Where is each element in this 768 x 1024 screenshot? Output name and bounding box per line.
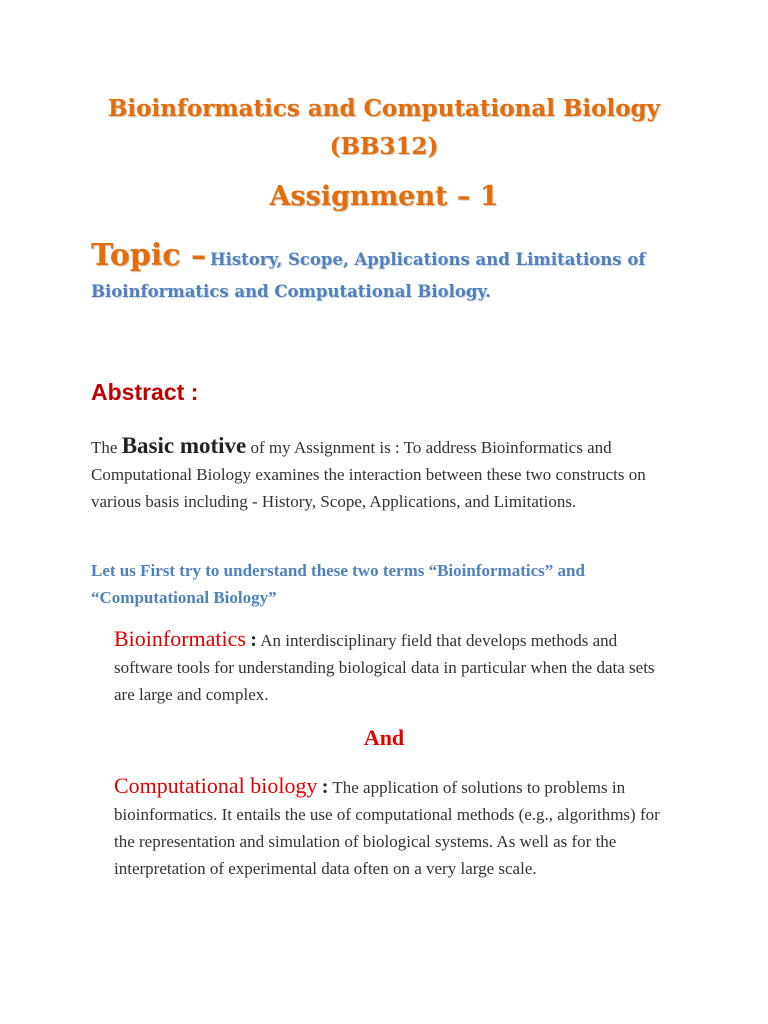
bioinformatics-term: Bioinformatics [114,626,246,651]
abstract-prefix: The [91,438,118,457]
course-title: Bioinformatics and Computational Biology [107,95,661,122]
and-separator: And [363,725,405,750]
computational-biology-definition [114,772,674,882]
topic-text-line-1: History, Scope, Applications and Limitations of [209,250,646,269]
topic-label: Topic – [91,238,206,273]
topic-text-line-2: Bioinformatics and Computational Biology. [91,282,491,301]
computational-biology-term: Computational biology [114,773,318,798]
abstract-paragraph [91,432,691,515]
bioinformatics-definition [114,625,674,708]
abstract-heading: Abstract : [91,379,199,405]
computational-biology-colon: : [321,776,329,798]
course-code: (BB312) [329,133,439,160]
computational-biology-text: The application of solutions to problems in bioinformatics. It entails the use of computational methods (e.g., algorithms) for the representation and simulation of biological systems. As well as for the interpretation of experimental data often on a very large scale. [114,778,660,878]
topic-text-line-2-wrapper [91,278,491,307]
abstract-body-text: of my Assignment is : To address Bioinformatics and Computational Biology examines the interaction between these two constructs on various basis including - History, Scope, Applications, and Limitations. [91,438,646,511]
bioinformatics-text: An interdisciplinary field that develops methods and software tools for understanding biological data in particular when the data sets are large and complex. [114,631,655,704]
intro-question: Let us First try to understand these two terms “Bioinformatics” and “Computational Biology” [91,561,585,607]
abstract-emphasis: Basic motive [121,433,247,458]
bioinformatics-colon: : [250,629,257,651]
assignment-title: Assignment – 1 [269,181,499,212]
